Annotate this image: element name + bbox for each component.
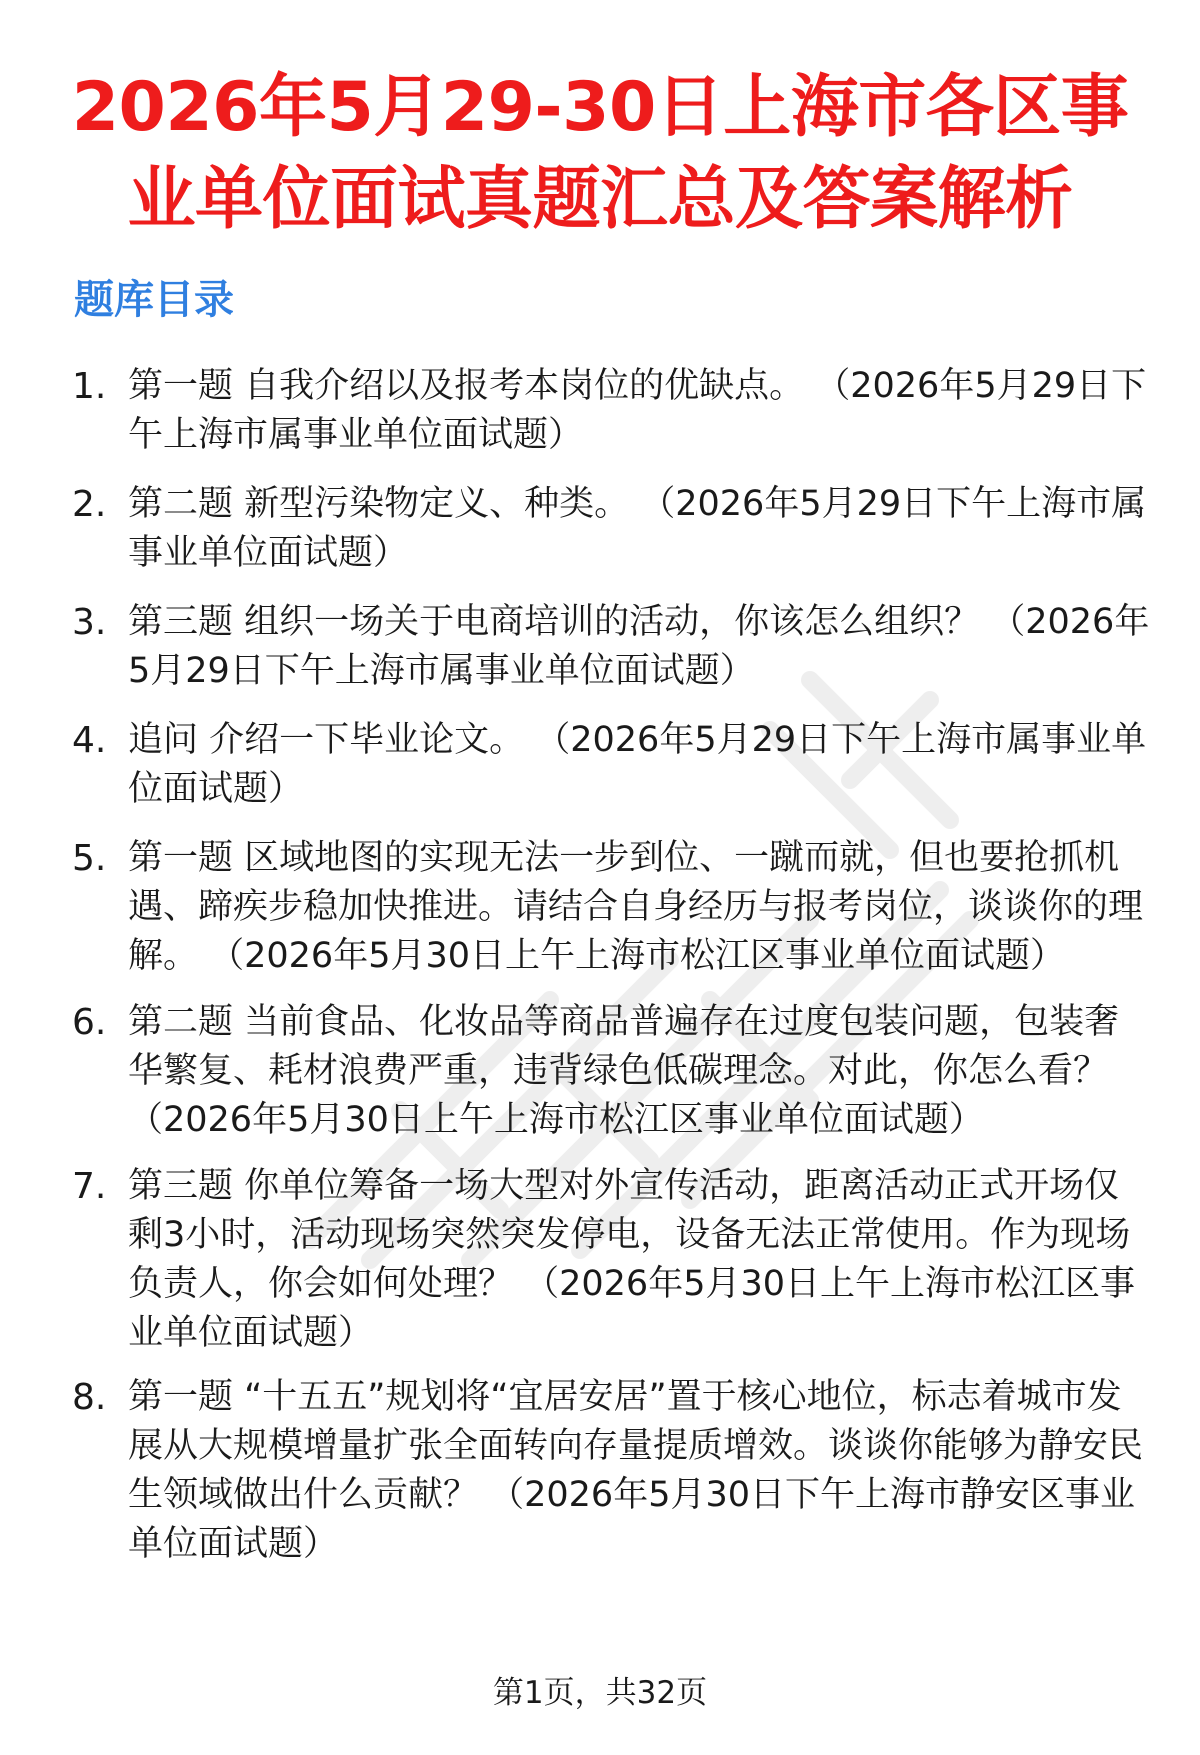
page-number: 第1页，共32页 [492,1675,708,1711]
item-text: 第二题 当前食品、化妆品等商品普遍存在过度包装问题，包装奢华繁复、耗材浪费严重，违背绿色低碳理念。对此，你怎么看？ （2026年5月30日上午上海市松江区事业单位面试题） [128,1002,1120,1140]
item-number: 1. [72,366,107,407]
item-text: 第一题 区域地图的实现无法一步到位、一蹴而就，但也要抢抓机遇、蹄疾步稳加快推进。请结合自身经历与报考岗位，谈谈你的理解。 （2026年5月30日上午上海市松江区事业单位面试题） [128,838,1144,976]
document-title: 2026年5月29-30日上海市各区事业单位面试真题汇总及答案解析 [71,68,1129,239]
item-text: 第三题 你单位筹备一场大型对外宣传活动，距离活动正式开场仅剩3小时，活动现场突然突发停电，设备无法正常使用。作为现场负责人，你会如何处理？ （2026年5月30日上午上海市松江区事业单位面试题） [128,1166,1136,1353]
item-number: 3. [72,602,107,643]
item-number: 8. [72,1377,107,1418]
item-text: 追问 介绍一下毕业论文。 （2026年5月29日下午上海市属事业单位面试题） [128,720,1147,809]
item-number: 4. [72,720,107,761]
item-number: 6. [72,1002,107,1043]
item-text: 第二题 新型污染物定义、种类。 （2026年5月29日下午上海市属事业单位面试题） [128,484,1147,573]
item-text: 第一题 “十五五”规划将“宜居安居”置于核心地位，标志着城市发展从大规模增量扩张全面转向存量提质增效。谈谈你能够为静安民生领域做出什么贡献？ （2026年5月30日下午上海市静安区事业单位面试题） [128,1377,1144,1564]
item-number: 7. [72,1166,107,1207]
item-number: 5. [72,838,107,879]
item-number: 2. [72,484,107,525]
item-text: 第三题 组织一场关于电商培训的活动，你该怎么组织？ （2026年5月29日下午上海市属事业单位面试题） [128,602,1150,691]
toc-heading: 题库目录 [74,277,234,323]
item-text: 第一题 自我介绍以及报考本岗位的优缺点。 （2026年5月29日下午上海市属事业单位面试题） [128,366,1147,455]
